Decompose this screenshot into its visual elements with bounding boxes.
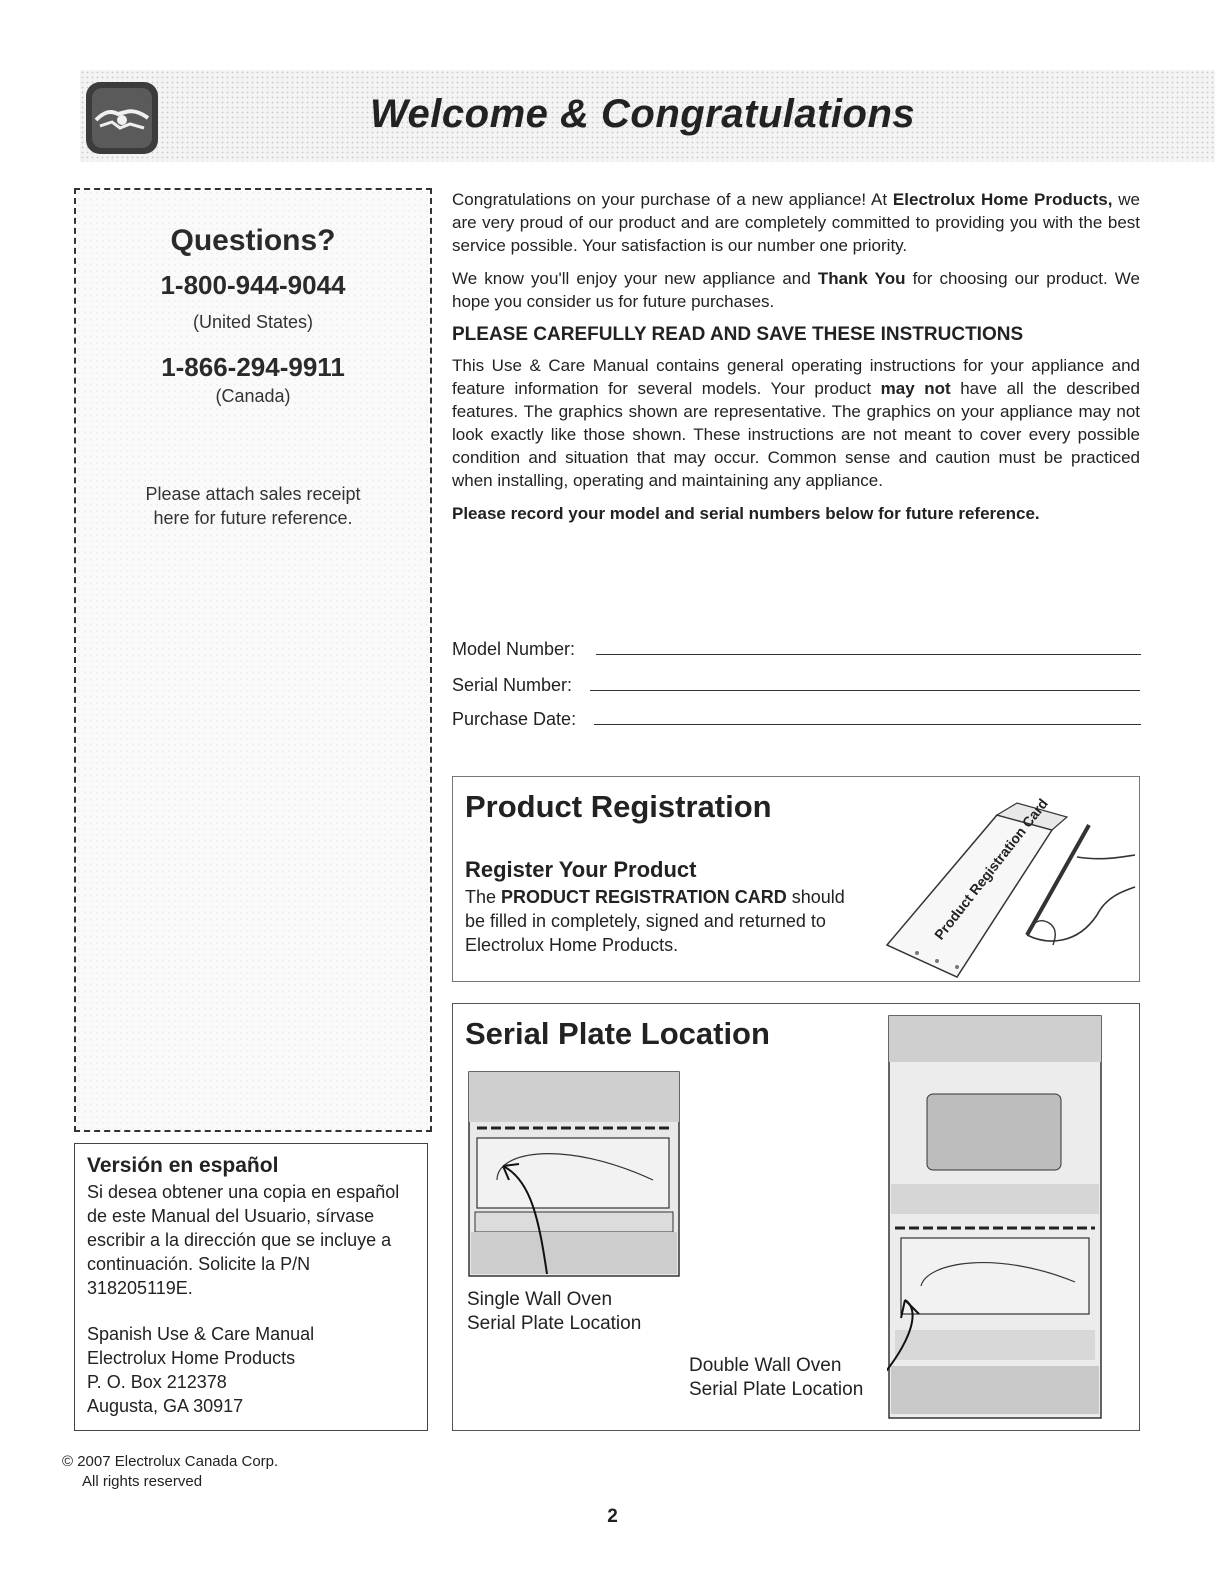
country-canada: (Canada) [215,386,291,406]
page-title: Welcome & Congratulations [370,92,916,136]
receipt-note [76,482,430,530]
purchase-date-line [594,724,1141,725]
questions-title: Questions? [170,224,336,257]
handshake-icon [86,82,158,154]
single-oven-label: Single Wall Oven Serial Plate Location [467,1289,642,1334]
product-registration-box [452,776,1140,982]
instructions-heading: PLEASE CAREFULLY READ AND SAVE THESE INSTRUCTIONS [452,324,1024,345]
double-oven-label: Double Wall Oven Serial Plate Location [689,1355,864,1400]
registration-card-illustration [877,795,1137,980]
registration-text: The PRODUCT REGISTRATION CARD should be filled in completely, signed and returned to Electrolux Home Products. [465,887,845,955]
spanish-body: Si desea obtener una copia en español de este Manual del Usuario, sírvase escribir a la dirección que se incluye a continuación. Solicite la P/N 318205119E. [87,1182,400,1298]
questions-box [74,188,432,1132]
phone-us: 1-800-944-9044 [160,270,346,300]
model-number-line [596,654,1141,655]
double-wall-oven-illustration [887,1014,1105,1422]
intro-paragraph-3: This Use & Care Manual contains general operating instructions for your appliance and feature information for several models. Your product may not have all the described features. The graphics shown are representative. The graphics on your appliance may not look exactly like those shown. These instructions are not meant to cover every possible condition and situation that may occur. Common sense and caution must be practiced when installing, operating and maintaining any appliance. [452,356,1140,490]
serial-number-label: Serial Number: [452,675,573,695]
copyright-notice [62,1452,278,1492]
serial-plate-box [452,1003,1140,1431]
copyright-line: © 2007 Electrolux Canada Corp. [62,1453,279,1470]
spanish-address-3: P. O. Box 212378 [87,1372,227,1392]
intro-paragraph-2: We know you'll enjoy your new appliance and Thank You for choosing our product. We hope you consider us for future purchases. [452,269,1140,311]
page-number: 2 [607,1506,618,1527]
spanish-address-2: Electrolux Home Products [87,1348,296,1368]
serial-number-line [590,690,1140,691]
phone-canada: 1-866-294-9911 [161,352,345,382]
receipt-line-1: Please attach sales receipt [145,484,361,504]
receipt-line-2: here for future reference. [153,508,353,528]
country-us: (United States) [192,312,314,332]
model-number-row [452,639,575,660]
spanish-address-4: Augusta, GA 30917 [87,1396,244,1416]
single-wall-oven-illustration [467,1070,681,1280]
rights-line: All rights reserved [82,1473,203,1490]
serial-number-row [452,675,572,696]
spanish-version-box [74,1143,428,1431]
purchase-date-row [452,709,576,730]
model-number-label: Model Number: [452,639,576,659]
registration-card-label: Product Registration Card [931,795,1051,943]
intro-paragraph-1: Congratulations on your purchase of a new appliance! At Electrolux Home Products, we are very proud of our product and are completely committed to providing you with the best service possible. Your satisfaction is our number one priority. [452,190,1140,255]
serial-plate-title: Serial Plate Location [465,1016,770,1051]
record-note: Please record your model and serial numbers below for future reference. [452,504,1040,523]
registration-title: Product Registration [465,789,772,824]
spanish-title: Versión en español [87,1154,279,1177]
registration-subtitle: Register Your Product [465,857,697,882]
purchase-date-label: Purchase Date: [452,709,577,729]
spanish-address-1: Spanish Use & Care Manual [87,1324,315,1344]
intro-section [452,188,1140,535]
